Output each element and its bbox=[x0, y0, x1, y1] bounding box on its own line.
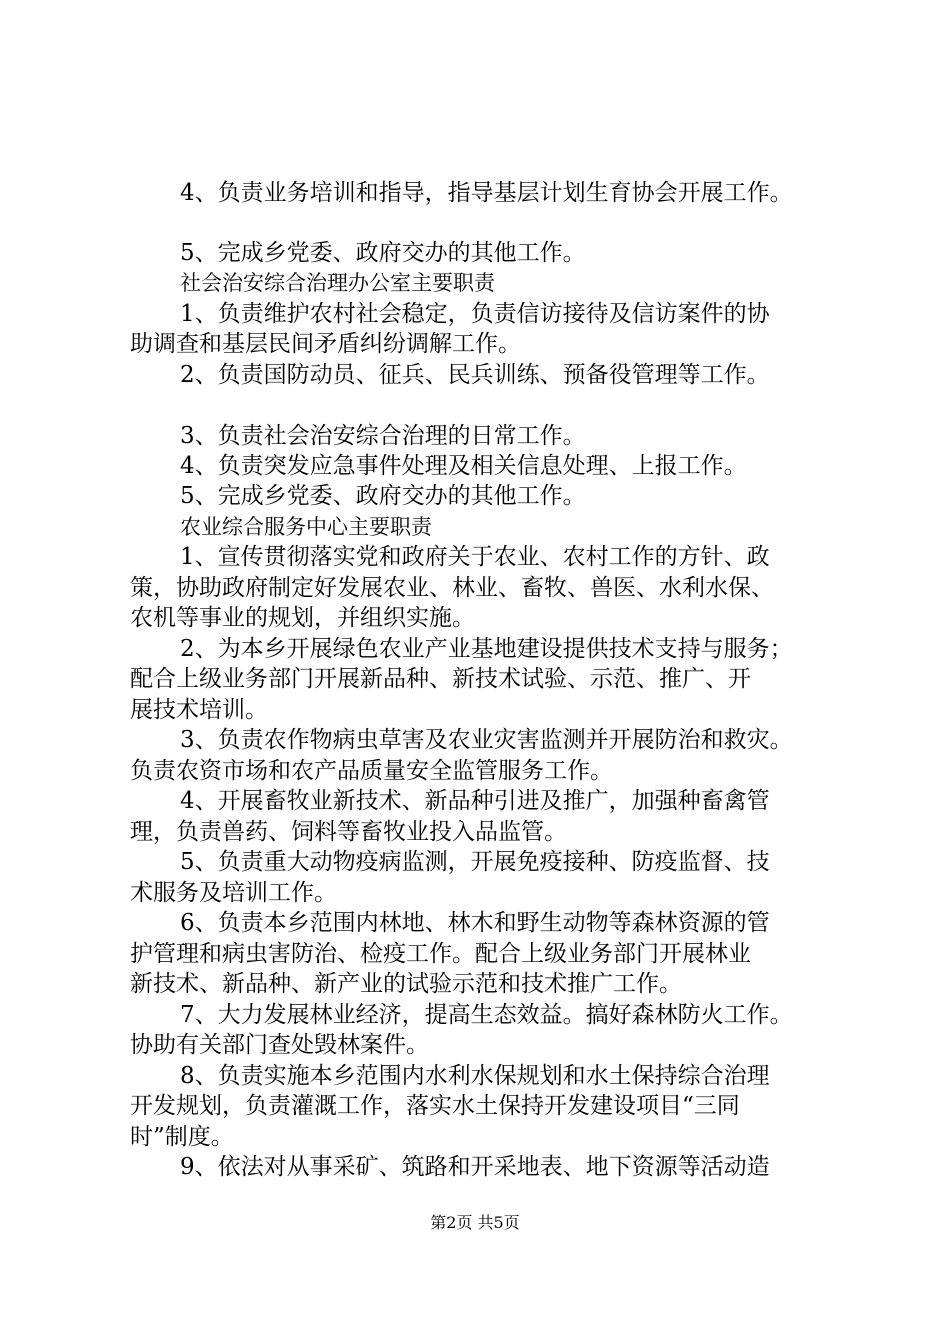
text-line: 8、负责实施本乡范围内水利水保规划和水土保持综合治理 bbox=[180, 1063, 770, 1089]
text-line: 护管理和病虫害防治、检疫工作。配合上级业务部门开展林业 bbox=[130, 941, 751, 967]
text-line: 2、为本乡开展绿色农业产业基地建设提供技术支持与服务； bbox=[180, 636, 793, 662]
text-line: 农机等事业的规划，并组织实施。 bbox=[130, 605, 475, 631]
text-line: 1、负责维护农村社会稳定，负责信访接待及信访案件的协 bbox=[180, 301, 770, 327]
text-line: 理，负责兽药、饲料等畜牧业投入品监管。 bbox=[130, 819, 567, 845]
text-line: 5、完成乡党委、政府交办的其他工作。 bbox=[180, 483, 586, 509]
text-line: 5、负责重大动物疫病监测，开展免疫接种、防疫监督、技 bbox=[180, 849, 770, 875]
text-line: 7、大力发展林业经济，提高生态效益。搞好森林防火工作。 bbox=[180, 1002, 793, 1028]
text-line: 1、宣传贯彻落实党和政府关于农业、农村工作的方针、政 bbox=[180, 544, 770, 570]
text-line: 助调查和基层民间矛盾纠纷调解工作。 bbox=[130, 331, 521, 357]
text-line: 协助有关部门查处毁林案件。 bbox=[130, 1032, 429, 1058]
text-line: 配合上级业务部门开展新品种、新技术试验、示范、推广、开 bbox=[130, 666, 751, 692]
text-line: 开发规划，负责灌溉工作，落实水土保持开发建设项目“三同 bbox=[130, 1093, 740, 1119]
text-line: 策，协助政府制定好发展农业、林业、畜牧、兽医、水利水保、 bbox=[130, 575, 774, 601]
text-line: 2、负责国防动员、征兵、民兵训练、预备役管理等工作。 bbox=[180, 362, 770, 388]
text-line: 9、依法对从事采矿、筑路和开采地表、地下资源等活动造 bbox=[180, 1154, 770, 1180]
text-line: 负责农资市场和农产品质量安全监管服务工作。 bbox=[130, 758, 613, 784]
section-heading: 农业综合服务中心主要职责 bbox=[180, 515, 432, 539]
page-number-footer: 第2页 共5页 bbox=[430, 1213, 520, 1232]
text-line: 新技术、新品种、新产业的试验示范和技术推广工作。 bbox=[130, 971, 682, 997]
text-line: 4、开展畜牧业新技术、新品种引进及推广，加强种畜禽管 bbox=[180, 788, 770, 814]
text-line: 4、负责突发应急事件处理及相关信息处理、上报工作。 bbox=[180, 453, 747, 479]
text-line: 展技术培训。 bbox=[130, 697, 268, 723]
text-line: 3、负责社会治安综合治理的日常工作。 bbox=[180, 423, 586, 449]
text-line: 3、负责农作物病虫草害及农业灾害监测并开展防治和救灾。 bbox=[180, 727, 793, 753]
text-line: 5、完成乡党委、政府交办的其他工作。 bbox=[180, 240, 586, 266]
text-line: 时”制度。 bbox=[130, 1124, 234, 1150]
text-line: 术服务及培训工作。 bbox=[130, 880, 337, 906]
text-line: 4、负责业务培训和指导，指导基层计划生育协会开展工作。 bbox=[180, 180, 793, 206]
section-heading: 社会治安综合治理办公室主要职责 bbox=[180, 271, 495, 295]
text-line: 6、负责本乡范围内林地、林木和野生动物等森林资源的管 bbox=[180, 910, 770, 936]
